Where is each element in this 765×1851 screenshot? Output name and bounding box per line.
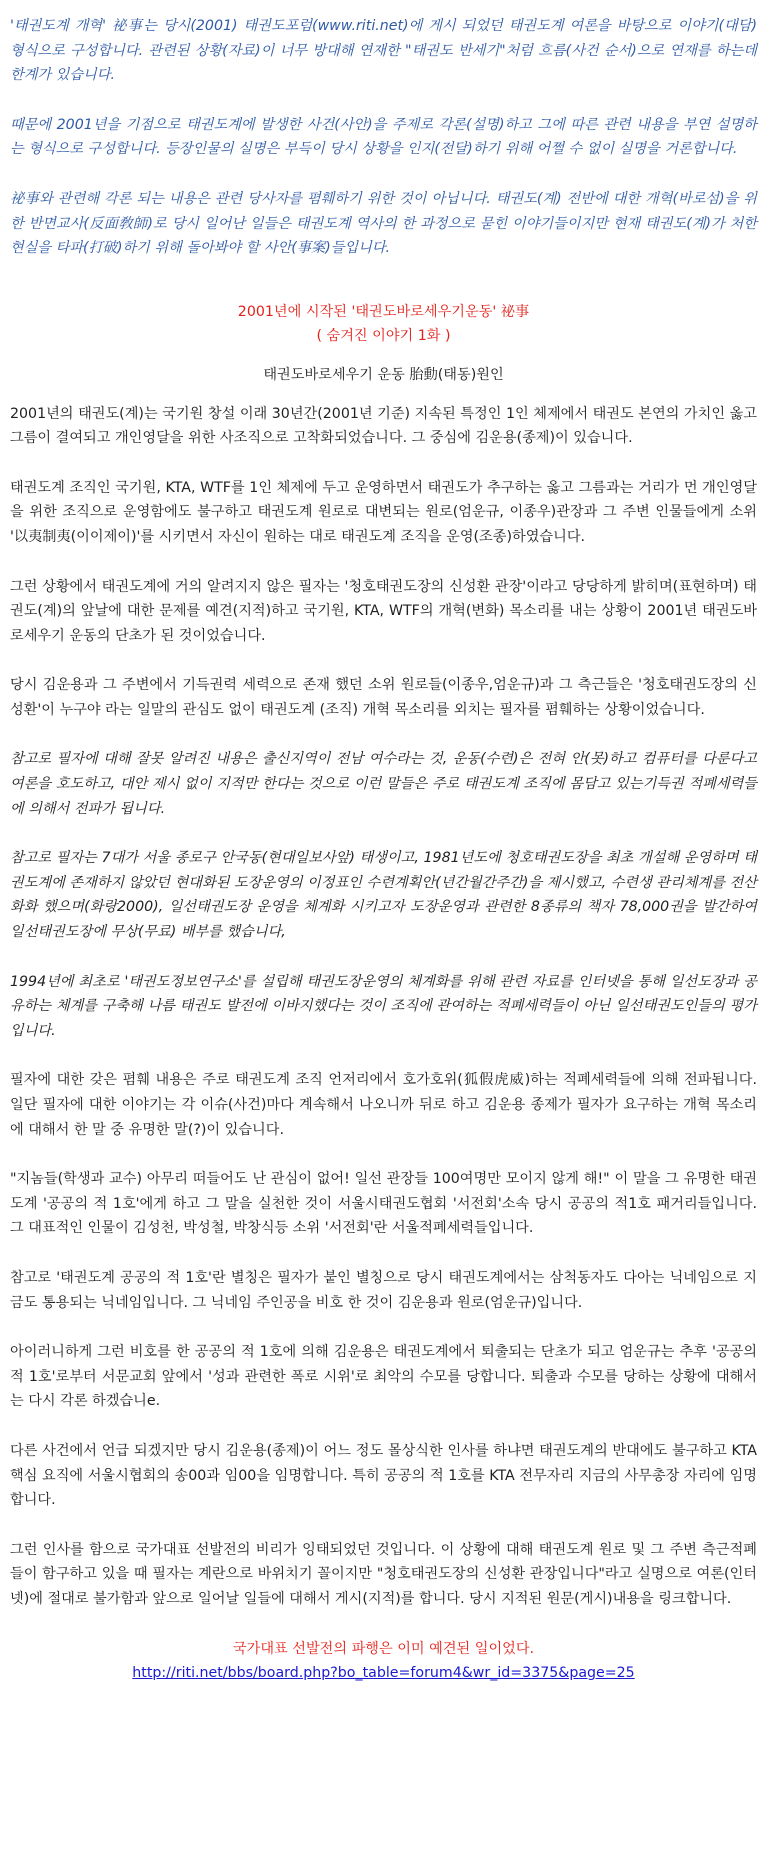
title-line-2: ( 숨겨진 이야기 1화 ) bbox=[316, 328, 451, 345]
body-paragraph: "지놈들(학생과 교수) 아무리 떠들어도 난 관심이 없어! 일선 관장들 100여명만 모이지 않게 해!" 이 말을 그 유명한 태권도계 '공공의 적 1호'에게 하고 그 말을 실천한 것이 서울시태권도협회 '서전회'소속 당시 공공의 적1호 패거리들입니다. 그 대표적인 인물이 김성천, 박성철, 박창식등 소위 '서전회'란 서울적폐세력들입니다. bbox=[10, 1171, 757, 1237]
intro-paragraph-3: 祕事와 관련해 각론 되는 내용은 관련 당사자를 폄훼하기 위한 것이 아닙니다. 태권도(계) 전반에 대한 개혁(바로섬)을 위한 반면교사(反面敎師)로 당시 일어난 일들은 태권도계 역사의 한 과정으로 묻힌 이야기들이지만 현재 태권도(계)가 처한 현실을 타파(打破)하기 위해 돌아봐야 할 사안(事案)들입니다. bbox=[10, 190, 757, 257]
body-paragraph: 당시 김운용과 그 주변에서 기득권력 세력으로 존재 했던 소위 원로들(이종우,엄운규)과 그 측근들은 '청호태권도장의 신성환'이 누구야 라는 일말의 관심도 없이 태권도계 (조직) 개혁 목소리를 외치는 필자를 폄훼하는 상황이었습니다. bbox=[10, 677, 757, 718]
body-paragraph-note: 참고로 필자는 7대가 서울 종로구 안국동(현대일보사앞) 태생이고, 1981년도에 청호태권도장을 최초 개설해 운영하며 태권도계에 존재하지 않았던 현대화된 도장운영의 이정표인 수련계획안(년간월간주간)을 제시했고, 수련생 관리체계를 전산화화 했으며(화랑2000), 일선태권도장 운영을 체계화 시키고자 도장운영과 관련한 8종류의 책자 78,000권을 발간하여 일선태권도장에 무상(무료) 배부를 했습니다, bbox=[10, 850, 757, 941]
body-paragraph: 아이러니하게 그런 비호를 한 공공의 적 1호에 의해 김운용은 태권도계에서 퇴출되는 단초가 되고 엄운규는 추후 '공공의 적 1호'로부터 서문교회 앞에서 '성과 관련한 폭로 시위'로 최악의 수모를 당합니다. 퇴출과 수모를 당하는 상황에 대해서는 다시 각론 하겠습니e. bbox=[10, 1344, 757, 1410]
article-title bbox=[10, 300, 757, 349]
intro-paragraph-1: '태권도계 개혁' 祕事는 당시(2001) 태권도포럼(www.riti.net)에 게시 되었던 태권도계 여론을 바탕으로 이야기(대담) 형식으로 구성합니다. 관련된 상황(자료)이 너무 방대해 연재한 "태권도 반세기"처럼 흐름(사건 순서)으로 연재를 하는데 한계가 있습니다. bbox=[10, 18, 757, 84]
body-paragraph: 필자에 대한 갖은 폄훼 내용은 주로 태권도계 조직 언저리에서 호가호위(狐假虎威)하는 적폐세력들에 의해 전파됩니다. 일단 필자에 대한 이야기는 각 이슈(사건)마다 계속해서 나오니까 뒤로 하고 김운용 종제가 필자가 요구하는 개혁 목소리에 대해서 한 말 중 유명한 말(?)이 있습니다. bbox=[10, 1072, 757, 1138]
body-paragraph: 그런 인사를 함으로 국가대표 선발전의 비리가 잉태되었던 것입니다. 이 상황에 대해 태권도계 원로 및 그 주변 측근적폐들이 함구하고 있을 때 필자는 계란으로 바위치기 꼴이지만 "청호태권도장의 신성환 관장입니다"라고 실명으로 여론(인터넷)에 절대로 불가함과 앞으로 일어날 일들에 대해서 게시(지적)를 합니다. 당시 지적된 원문(게시)내용을 링크합니다. bbox=[10, 1541, 757, 1607]
intro-paragraph-2: 때문에 2001년을 기점으로 태권도계에 발생한 사건(사안)을 주제로 각론(설명)하고 그에 따른 관련 내용을 부연 설명하는 형식으로 구성합니다. 등장인물의 실명은 부득이 당시 상황을 인지(전달)하기 위해 어쩔 수 없이 실명을 거론합니다. bbox=[10, 116, 757, 158]
body-paragraph-note: 1994년에 최초로 '태권도정보연구소'를 설립해 태권도장운영의 체계화를 위해 관련 자료를 인터넷을 통해 일선도장과 공유하는 체계를 구축해 나름 태권도 발전에 이바지했다는 것이 조직에 관여하는 적폐세력들이 아닌 일선태권도인들의 평가입니다. bbox=[10, 973, 757, 1039]
section-subtitle: 태권도바로세우기 운동 胎動(태동)원인 bbox=[263, 366, 504, 383]
body-paragraph: 태권도계 조직인 국기원, KTA, WTF를 1인 체제에 두고 운영하면서 태권도가 추구하는 옳고 그름과는 거리가 먼 개인영달을 위한 조직으로 운영함에도 불구하고 태권도계 원로로 대변되는 원로(엄운규, 이종우)관장과 그 주변 인물들에게 소위 '以夷制夷(이이제이)'를 시키면서 자신이 원하는 대로 태권도계 조직을 운영(조종)하였습니다. bbox=[10, 479, 757, 545]
article-body bbox=[10, 402, 757, 1612]
body-paragraph: 다른 사건에서 언급 되겠지만 당시 김운용(종제)이 어느 정도 몰상식한 인사를 하냐면 태권도계의 반대에도 불구하고 KTA 핵심 요직에 서울시협회의 송00과 임00을 임명합니다. 특히 공공의 적 1호를 KTA 전무자리 지금의 사무총장 자리에 임명합니다. bbox=[10, 1442, 757, 1509]
title-line-1: 2001년에 시작된 '태권도바로세우기운동' 祕事 bbox=[237, 303, 530, 320]
body-paragraph: 2001년의 태권도(계)는 국기원 창설 이래 30년간(2001년 기준) 지속된 특정인 1인 체제에서 태권도 본연의 가치인 옳고 그름이 결여되고 개인영달을 위한 사조직으로 고착화되었습니다. 그 중심에 김운용(종제)이 있습니다. bbox=[10, 405, 757, 447]
footer-caption: 국가대표 선발전의 파행은 이미 예견된 일이었다. bbox=[232, 1640, 535, 1657]
body-paragraph-note: 참고로 필자에 대해 잘못 알려진 내용은 출신지역이 전남 여수라는 것, 운동(수련)은 전혀 안(못)하고 컴퓨터를 다룬다고 여론을 호도하고, 대안 제시 없이 지적만 한다는 것으로 이런 말들은 주로 태권도계 조직에 몸담고 있는기득권 적폐세력들에 의해서 전파가 됩니다. bbox=[10, 751, 757, 817]
source-link[interactable]: http://riti.net/bbs/board.php?bo_table=forum4&wr_id=3375&page=25 bbox=[132, 1665, 635, 1682]
body-paragraph: 그런 상황에서 태권도계에 거의 알려지지 않은 필자는 '청호태권도장의 신성환 관장'이라고 당당하게 밝히며(표현하며) 태권도(계)의 앞날에 대한 문제를 예견(지적)하고 국기원, KTA, WTF의 개혁(변화) 목소리를 내는 상황이 2001년 태권도바로세우기 운동의 단초가 된 것이었습니다. bbox=[10, 578, 757, 644]
body-paragraph: 참고로 '태권도계 공공의 적 1호'란 별칭은 필자가 붙인 별칭으로 당시 태권도계에서는 삼척동자도 다아는 닉네임으로 지금도 통용되는 닉네임입니다. 그 닉네임 주인공을 비호 한 것이 김운용과 원로(엄운규)입니다. bbox=[10, 1269, 757, 1311]
